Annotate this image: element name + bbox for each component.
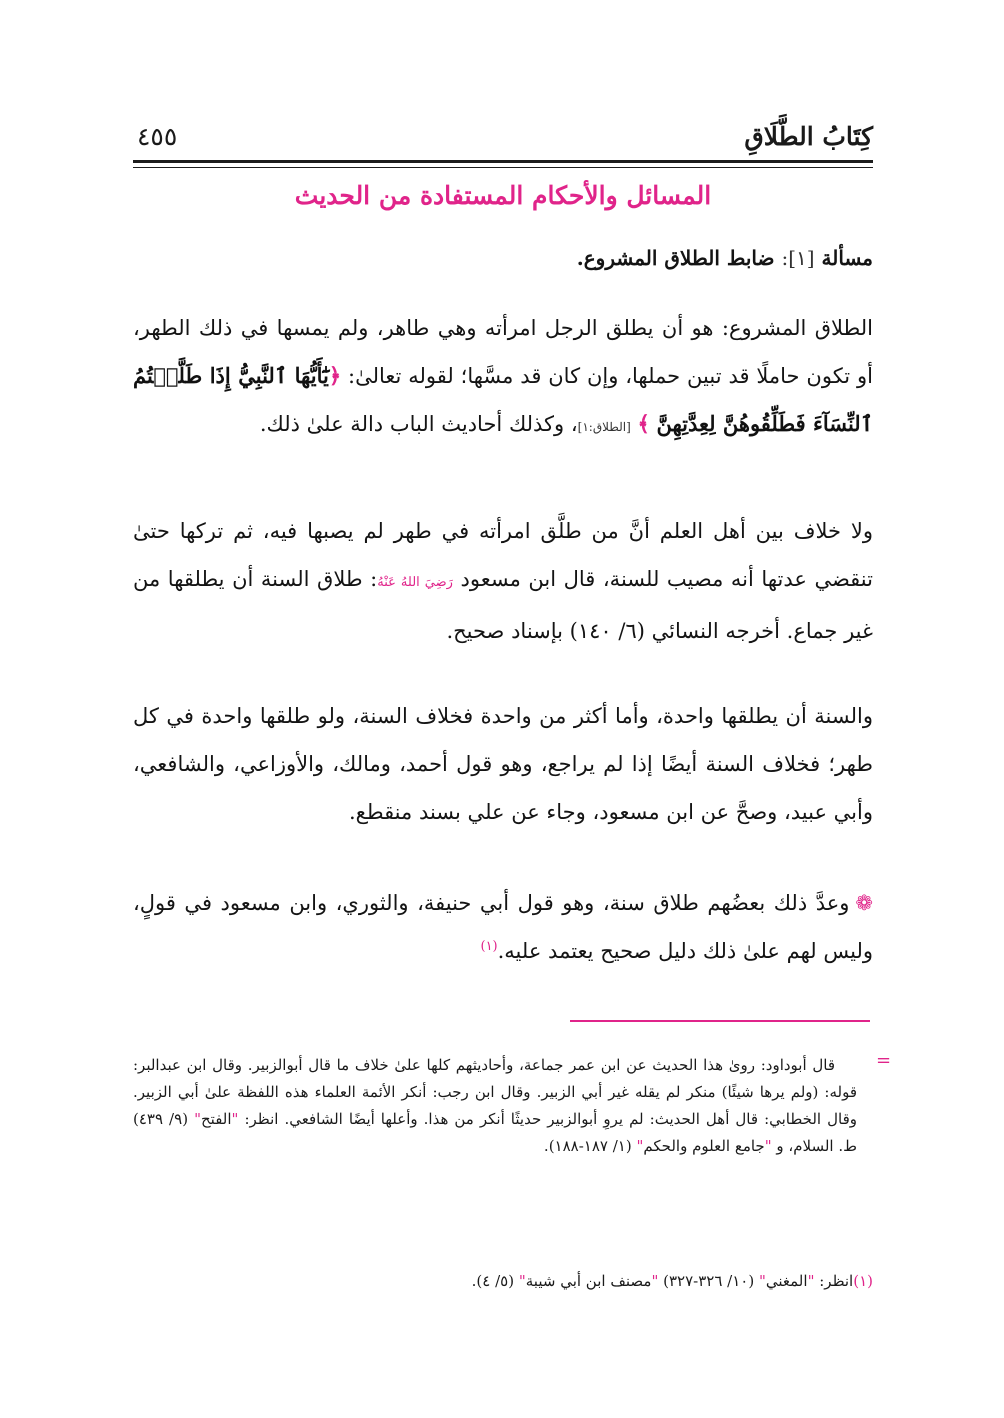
footnote-ref-location: (٩/ ٤٣٩) ط. السلام، و — [133, 1110, 857, 1155]
footnote-number: (١) — [853, 1272, 873, 1290]
quran-bracket-open: ﴿ — [328, 363, 342, 388]
issue-heading — [133, 243, 873, 273]
paragraph-text: وعدَّ ذلك بعضُهم طلاق سنة، وهو قول أبي حنيفة، والثوري، وابن مسعود في قولٍ، وليس لهم علىٰ ذلك دليل صحيح يعتمد عليه. — [133, 891, 873, 963]
page-number: ٤٥٥ — [137, 122, 178, 151]
footnote-ref-title: جامع العلوم والحكم — [643, 1137, 765, 1155]
paragraph-text: ، وكذلك أحاديث الباب دالة علىٰ ذلك. — [259, 412, 578, 436]
footnote-1: (١)انظر: "المغني" (١٠/ ٣٢٦-٣٢٧) "مصنف ابن أبي شيبة" (٥/ ٤). — [471, 1272, 873, 1290]
footnote-continuation-marker: = — [876, 1050, 892, 1071]
honorific-phrase: رَضِيَ اللهُ عَنْهُ — [377, 575, 453, 590]
paragraph-consensus — [133, 507, 873, 655]
paragraph-text: ولا خلاف بين أهل العلم أنَّ من طلَّق امرأته في طهر لم يصبها فيه، ثم تركها حتىٰ تنقضي عدتها أنه مصيب للسنة، قال ابن مسعود — [133, 519, 873, 591]
page-header — [133, 118, 873, 158]
book-title: كِتَابُ الطَّلَاقِ — [744, 122, 873, 151]
footnote-marker: (١) — [480, 939, 498, 954]
footnote-continued: قال أبوداود: رویٰ هذا الحديث عن ابن عمر جماعة، وأحاديثهم كلها علىٰ خلاف ما قال أبوالزبير. وقال ابن عبدالبر: قوله: (ولم يرها شيئًا) منكر لم يقله غير أبي الزبير. وقال ابن رجب: أنكر الأئمة العلماء هذه اللفظة علىٰ أبي الزبير. وقال الخطابي: قال أهل الحديث: لم يروِ أبوالزبير حديثًا أنكر من هذا. وأعلها أيضًا الشافعي. انظر: "الفتح" (٩/ ٤٣٩) ط. السلام، و "جامع العلوم والحكم" (١/ ١٨٧-١٨٨). — [133, 1056, 858, 1155]
issue-title: ضابط الطلاق المشروع. — [576, 246, 775, 270]
quran-verse: يَٰٓأَيُّهَا ٱلنَّبِيُّ إِذَا طَلَّقۡتُمُ ٱلنِّسَآءَ فَطَلِّقُوهُنَّ لِعِدَّتِهِنَّ — [133, 363, 873, 436]
paragraph-definition — [133, 304, 873, 451]
footnote-ref-title: الفتح — [200, 1110, 232, 1128]
footnote-separator — [570, 1020, 870, 1022]
paragraph-other-view — [133, 879, 873, 975]
paragraph-sunnah: والسنة أن يطلقها واحدة، وأما أكثر من واحدة فخلاف السنة، ولو طلقها واحدة في كل طهر؛ فخلاف السنة أيضًا إذا لم يراجع، وهو قول أحمد، ومالك، والأوزاعي، والشافعي، وأبي عبيد، وصحَّ عن ابن مسعود، وجاء عن علي بسند منقطع. — [133, 704, 873, 824]
header-rule-thick — [133, 160, 873, 163]
paragraph-text: الطلاق المشروع: هو أن يطلق الرجل امرأته وهي طاهر، ولم يمسها في ذلك الطهر، أو تكون حاملًا قد تبين حملها، وإن كان قد مسَّها؛ لقوله تعالىٰ: — [133, 316, 874, 388]
issue-label: مسألة — [821, 246, 873, 270]
footnote-ref-location: (٥/ ٤). — [471, 1272, 519, 1290]
footnote-ref-location: (١٠/ ٣٢٦-٣٢٧) — [658, 1272, 759, 1290]
footnote-ref-title: المغني — [765, 1272, 808, 1290]
header-rule-thin — [133, 167, 873, 168]
flower-ornament-icon: ❁ — [855, 891, 873, 915]
footnote-text: انظر: — [814, 1272, 854, 1290]
quran-bracket-close: ﴾ — [637, 411, 650, 436]
issue-number: [١]: — [781, 246, 815, 270]
quran-reference: [الطلاق:١] — [577, 420, 631, 434]
footnote-ref-title: مصنف ابن أبي شيبة — [525, 1272, 652, 1290]
footnote-text: قال أبوداود: رویٰ هذا الحديث عن ابن عمر جماعة، وأحاديثهم كلها علىٰ خلاف ما قال أبوالزبير. وقال ابن عبدالبر: قوله: (ولم يرها شيئًا) منكر لم يقله غير أبي الزبير. وقال ابن رجب: أنكر الأئمة العلماء هذه اللفظة علىٰ أبي الزبير. وقال الخطابي: قال أهل الحديث: لم يروِ أبوالزبير حديثًا أنكر من هذا. وأعلها أيضًا الشافعي. انظر: — [133, 1056, 858, 1128]
section-title: المسائل والأحكام المستفادة من الحديث — [294, 181, 712, 210]
paragraph-text: : طلاق السنة أن يطلقها من غير جماع. أخرجه النسائي (٦/ ١٤٠) بإسناد صحيح. — [133, 567, 873, 643]
footnote-ref-location: (١/ ١٨٧-١٨٨). — [543, 1137, 637, 1155]
